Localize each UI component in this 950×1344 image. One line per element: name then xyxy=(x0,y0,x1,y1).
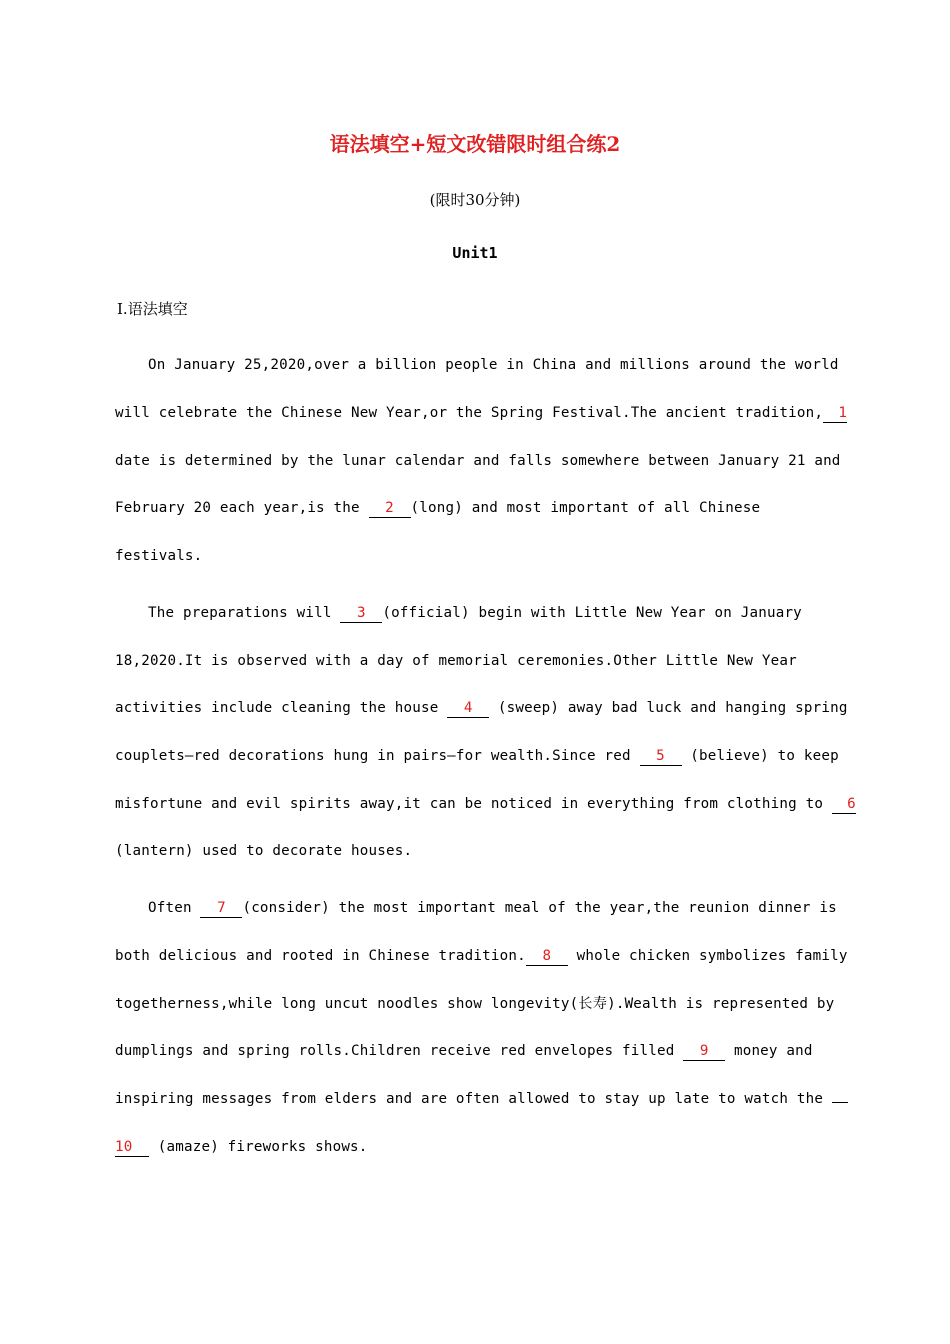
text-line: 10 (amaze) fireworks shows. xyxy=(115,1139,368,1155)
text-line: February 20 each year,is the 2 (long) and most important of all Chinese xyxy=(115,500,761,516)
text-line: misfortune and evil spirits away,it can be noticed in everything from clothing to 6 xyxy=(115,796,856,812)
text-line: The preparations will 3 (official) begin with Little New Year on January xyxy=(148,605,802,621)
text-line: inspiring messages from elders and are often allowed to stay up late to watch the xyxy=(115,1089,848,1109)
text-line: dumplings and spring rolls.Children receive red envelopes filled 9 money and xyxy=(115,1043,813,1059)
document-title: 语法填空+短文改错限时组合练2 xyxy=(329,132,621,156)
text-line: activities include cleaning the house 4 (sweep) away bad luck and hanging spring xyxy=(115,700,848,716)
blank-7[interactable]: 7 xyxy=(200,900,242,918)
time-limit: (限时30分钟) xyxy=(429,191,521,209)
blank-3[interactable]: 3 xyxy=(340,605,382,623)
section-heading: Ⅰ.语法填空 xyxy=(117,300,188,318)
blank-9[interactable]: 9 xyxy=(683,1043,725,1061)
blank-4[interactable]: 4 xyxy=(447,700,489,718)
blank-8[interactable]: 8 xyxy=(526,948,568,966)
text-line: couplets—red decorations hung in pairs—for wealth.Since red 5 (believe) to keep xyxy=(115,748,839,764)
text-line: 18,2020.It is observed with a day of memorial ceremonies.Other Little New Year xyxy=(115,653,797,669)
text-line: togetherness,while long uncut noodles show longevity(长寿).Wealth is represented by xyxy=(115,996,835,1012)
blank-2[interactable]: 2 xyxy=(369,500,411,518)
unit-heading: Unit1 xyxy=(452,244,498,262)
blank-6[interactable]: 6 xyxy=(832,796,856,814)
blank-5[interactable]: 5 xyxy=(640,748,682,766)
blank-1[interactable]: 1 xyxy=(823,405,847,423)
text-line: date is determined by the lunar calendar and falls somewhere between January 21 and xyxy=(115,453,841,469)
text-line: On January 25,2020,over a billion people in China and millions around the world xyxy=(148,357,839,373)
text-line: festivals. xyxy=(115,548,203,564)
text-line: (lantern) used to decorate houses. xyxy=(115,843,413,859)
text-line: both delicious and rooted in Chinese tradition. 8 whole chicken symbolizes family xyxy=(115,948,848,964)
text-line: Often 7 (consider) the most important meal of the year,the reunion dinner is xyxy=(148,900,837,916)
blank-10-start[interactable] xyxy=(832,1102,848,1103)
blank-10[interactable]: 10 xyxy=(115,1139,149,1157)
text-line: will celebrate the Chinese New Year,or the Spring Festival.The ancient tradition, 1 xyxy=(115,405,848,421)
